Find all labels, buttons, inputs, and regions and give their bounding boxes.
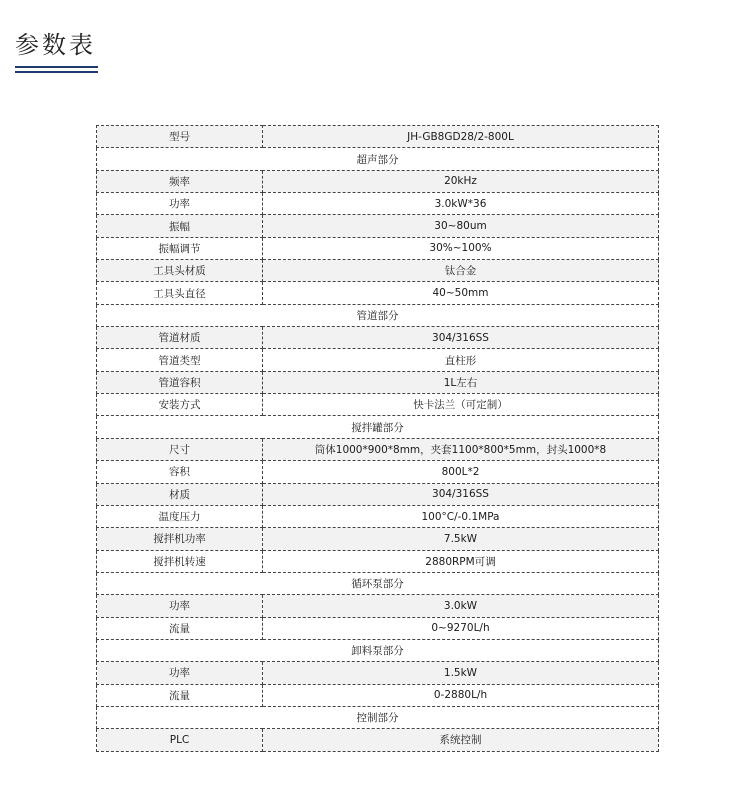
table-row (97, 371, 659, 393)
table-row (97, 550, 659, 572)
section-header: 管道部分 (97, 304, 659, 326)
table-row (97, 595, 659, 617)
spec-value: 100°C/-0.1MPa (263, 505, 659, 527)
spec-value: 2880RPM可调 (263, 550, 659, 572)
section-header-row (97, 706, 659, 728)
section-header: 搅拌罐部分 (97, 416, 659, 438)
title-underline (15, 66, 98, 68)
table-row (97, 684, 659, 706)
table-row (97, 349, 659, 371)
table-row (97, 729, 659, 751)
section-header-row (97, 416, 659, 438)
spec-label: 工具头直径 (97, 282, 263, 304)
spec-value: 30~80um (263, 215, 659, 237)
table-row (97, 193, 659, 215)
table-row (97, 505, 659, 527)
spec-label: 流量 (97, 617, 263, 639)
spec-value: 304/316SS (263, 483, 659, 505)
title-underline-secondary (15, 71, 98, 73)
table-row (97, 327, 659, 349)
spec-label: 型号 (97, 126, 263, 148)
spec-value: 快卡法兰（可定制） (263, 394, 659, 416)
spec-label: 尺寸 (97, 438, 263, 460)
spec-table-body (97, 126, 659, 752)
table-row (97, 662, 659, 684)
spec-value: JH-GB8GD28/2-800L (263, 126, 659, 148)
spec-label: 搅拌机功率 (97, 528, 263, 550)
spec-value: 7.5kW (263, 528, 659, 550)
page-title: 参数表 (15, 31, 96, 59)
spec-value: 1.5kW (263, 662, 659, 684)
spec-label: 管道类型 (97, 349, 263, 371)
spec-label: 容积 (97, 461, 263, 483)
spec-table (96, 125, 659, 752)
spec-value: 0~9270L/h (263, 617, 659, 639)
spec-label: 安装方式 (97, 394, 263, 416)
spec-label: 功率 (97, 193, 263, 215)
section-header: 循环泵部分 (97, 572, 659, 594)
table-row (97, 260, 659, 282)
spec-label: 功率 (97, 595, 263, 617)
spec-value: 30%~100% (263, 237, 659, 259)
table-row (97, 528, 659, 550)
section-header-row (97, 572, 659, 594)
spec-value: 钛合金 (263, 260, 659, 282)
spec-value: 系统控制 (263, 729, 659, 751)
spec-value: 800L*2 (263, 461, 659, 483)
spec-value: 0-2880L/h (263, 684, 659, 706)
spec-label: 管道容积 (97, 371, 263, 393)
table-row (97, 237, 659, 259)
spec-value: 304/316SS (263, 327, 659, 349)
spec-value: 3.0kW*36 (263, 193, 659, 215)
spec-value: 筒体1000*900*8mm，夹套1100*800*5mm，封头1000*8 (263, 438, 659, 460)
spec-label: 材质 (97, 483, 263, 505)
page-header (15, 28, 96, 62)
spec-label: PLC (97, 729, 263, 751)
table-row (97, 170, 659, 192)
spec-label: 振幅 (97, 215, 263, 237)
spec-value: 20kHz (263, 170, 659, 192)
spec-label: 工具头材质 (97, 260, 263, 282)
table-row (97, 483, 659, 505)
table-row (97, 394, 659, 416)
section-header-row (97, 148, 659, 170)
section-header: 控制部分 (97, 706, 659, 728)
table-row (97, 438, 659, 460)
spec-value: 1L左右 (263, 371, 659, 393)
spec-label: 流量 (97, 684, 263, 706)
table-row (97, 617, 659, 639)
section-header: 超声部分 (97, 148, 659, 170)
spec-value: 直柱形 (263, 349, 659, 371)
table-row (97, 215, 659, 237)
table-row (97, 282, 659, 304)
spec-value: 40~50mm (263, 282, 659, 304)
spec-label: 管道材质 (97, 327, 263, 349)
table-row (97, 126, 659, 148)
spec-label: 温度压力 (97, 505, 263, 527)
spec-label: 功率 (97, 662, 263, 684)
section-header-row (97, 304, 659, 326)
table-row (97, 461, 659, 483)
spec-label: 频率 (97, 170, 263, 192)
section-header-row (97, 639, 659, 661)
section-header: 卸料泵部分 (97, 639, 659, 661)
spec-label: 搅拌机转速 (97, 550, 263, 572)
spec-value: 3.0kW (263, 595, 659, 617)
spec-label: 振幅调节 (97, 237, 263, 259)
